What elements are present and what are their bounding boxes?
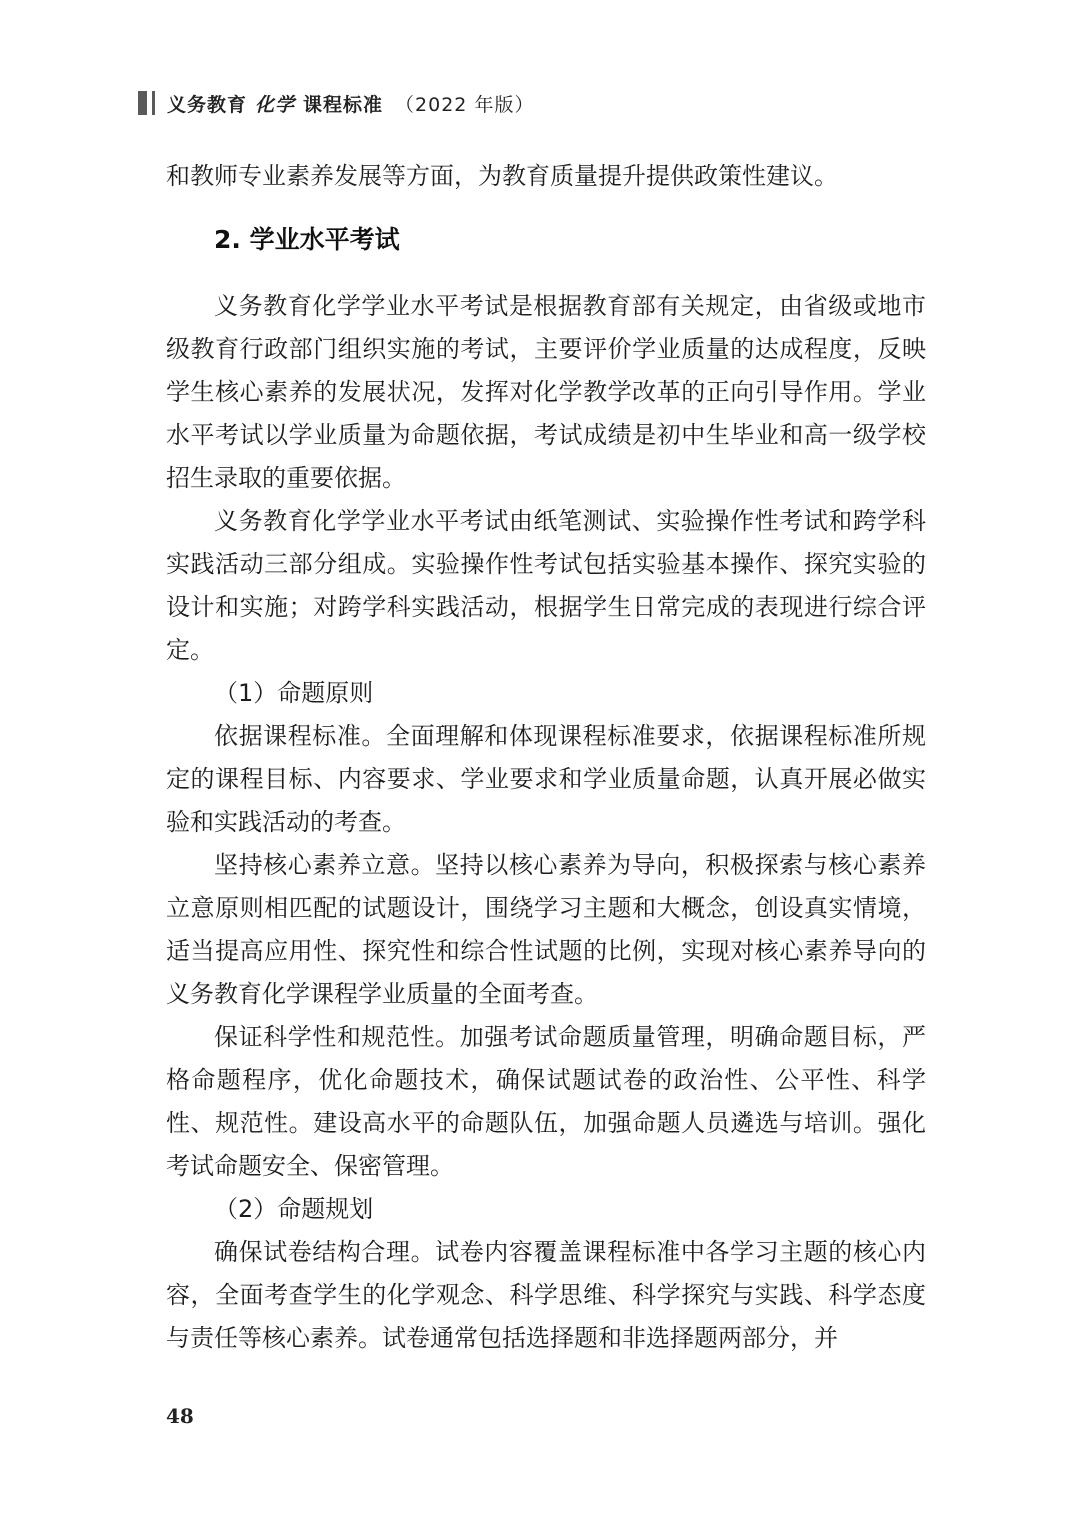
- header-title-subject: 化学: [255, 93, 296, 116]
- paragraph: 义务教育化学学业水平考试是根据教育部有关规定，由省级或地市级教育行政部门组织实施的考试，主要评价学业质量的达成程度，反映学生核心素养的发展状况，发挥对化学教学改革的正向引导作用。学业水平考试以学业质量为命题依据，考试成绩是初中生毕业和高一级学校招生录取的重要依据。: [166, 292, 926, 492]
- header-title-part3: 课程标准: [303, 93, 384, 116]
- paragraph: 义务教育化学学业水平考试由纸笔测试、实验操作性考试和跨学科实践活动三部分组成。实验操作性考试包括实验基本操作、探究实验的设计和实施；对跨学科实践活动，根据学生日常完成的表现进行综合评定。: [166, 507, 926, 664]
- header-marker-icon: [138, 91, 155, 115]
- paragraph-continued: 和教师专业素养发展等方面，为教育质量提升提供政策性建议。: [166, 162, 838, 190]
- subsection-heading: （1）命题原则: [214, 679, 374, 707]
- running-header: [138, 88, 534, 118]
- header-title-part1: 义务教育: [167, 93, 248, 116]
- page-body: [166, 155, 926, 1360]
- paragraph: 确保试卷结构合理。试卷内容覆盖课程标准中各学习主题的核心内容，全面考查学生的化学观念、科学思维、科学探究与实践、科学态度与责任等核心素养。试卷通常包括选择题和非选择题两部分，并: [166, 1238, 926, 1352]
- section-heading: 2. 学业水平考试: [214, 225, 400, 254]
- subsection-heading: （2）命题规划: [214, 1195, 374, 1223]
- header-marker-line: [152, 91, 155, 115]
- paragraph: 保证科学性和规范性。加强考试命题质量管理，明确命题目标，严格命题程序，优化命题技术，确保试题试卷的政治性、公平性、科学性、规范性。建设高水平的命题队伍，加强命题人员遴选与培训。强化考试命题安全、保密管理。: [166, 1023, 926, 1180]
- header-title: [167, 90, 534, 117]
- page-number: 48: [166, 1404, 194, 1428]
- header-edition: （2022 年版）: [395, 93, 535, 116]
- paragraph: 坚持核心素养立意。坚持以核心素养为导向，积极探索与核心素养立意原则相匹配的试题设计，围绕学习主题和大概念，创设真实情境，适当提高应用性、探究性和综合性试题的比例，实现对核心素养导向的义务教育化学课程学业质量的全面考查。: [166, 851, 926, 1008]
- header-marker-bar: [138, 91, 147, 115]
- paragraph: 依据课程标准。全面理解和体现课程标准要求，依据课程标准所规定的课程目标、内容要求、学业要求和学业质量命题，认真开展必做实验和实践活动的考查。: [166, 722, 926, 836]
